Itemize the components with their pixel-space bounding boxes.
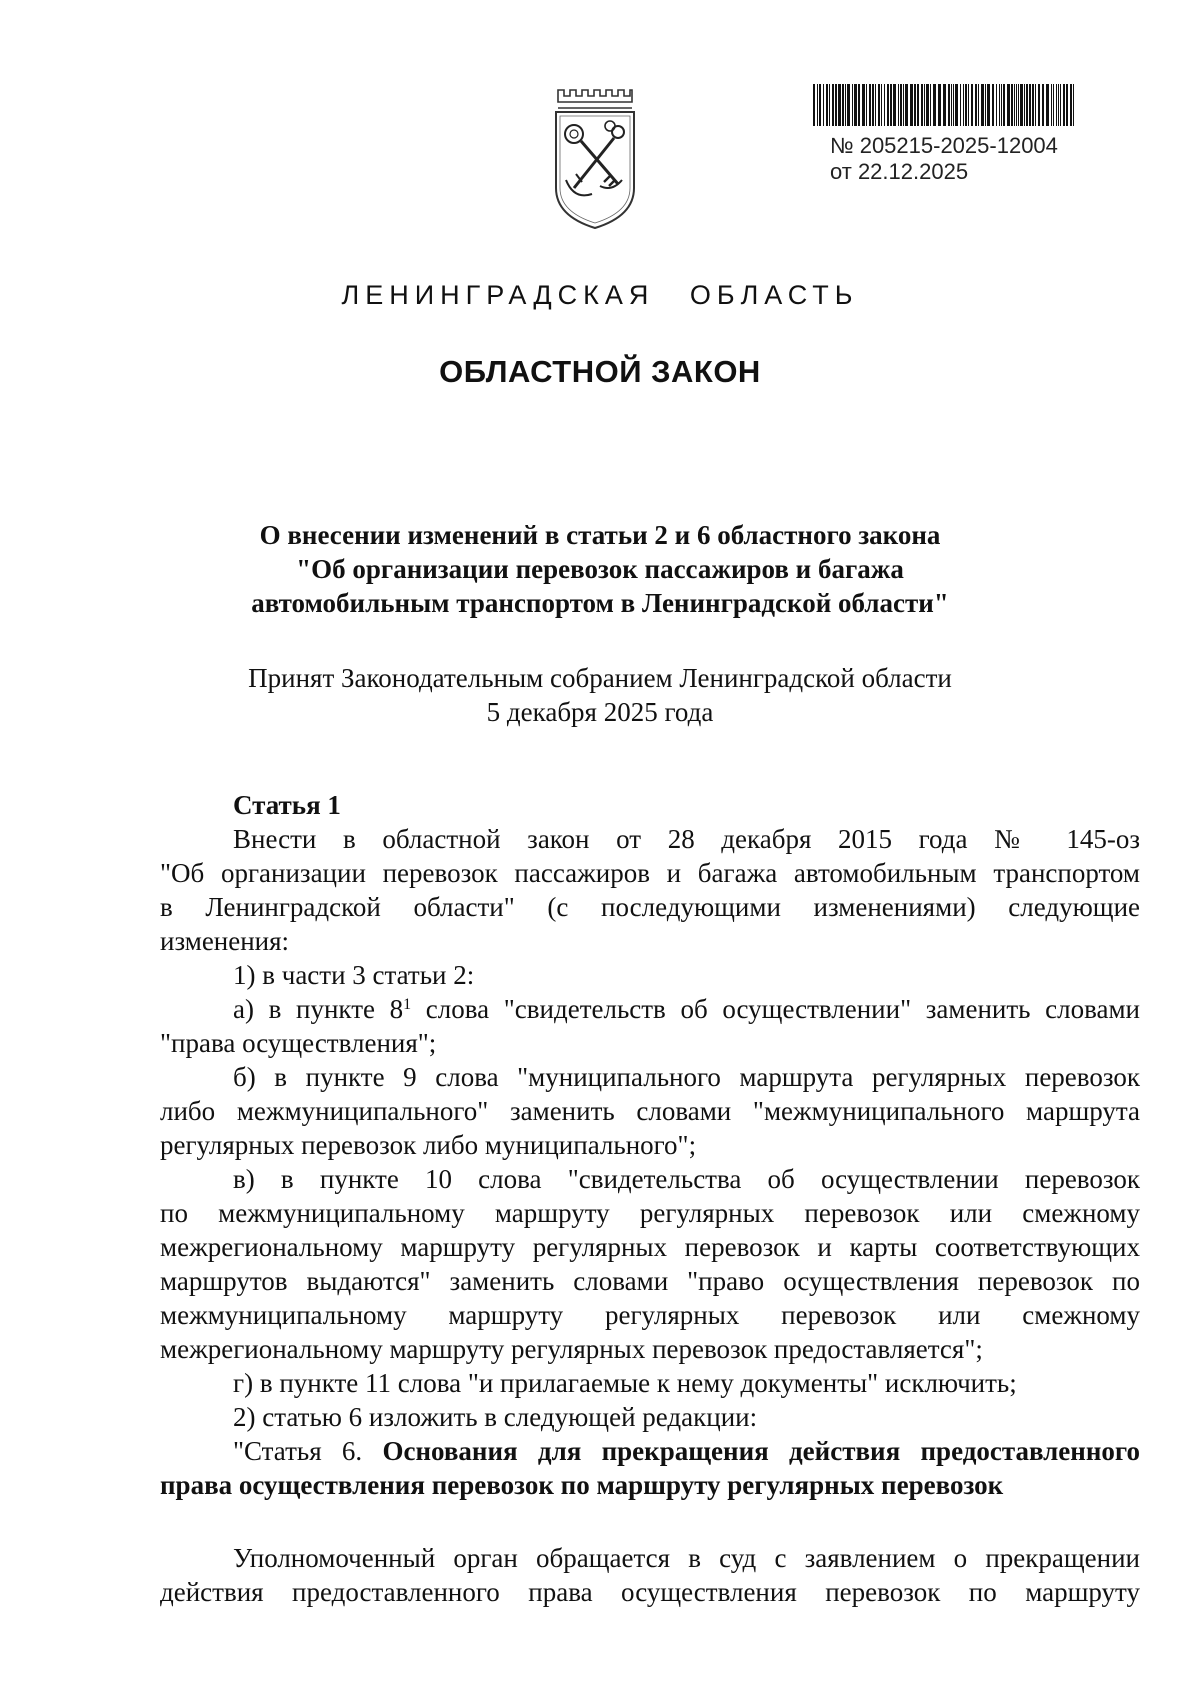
barcode-bar bbox=[1032, 84, 1034, 126]
adoption-date: 5 декабря 2025 года bbox=[486, 697, 714, 727]
paragraph-line: в Ленинградской области" (с последующими изменениями) следующие bbox=[160, 892, 1140, 922]
list-item: в) в пункте 10 слова "свидетельства об осуществлении перевозок bbox=[233, 1164, 1140, 1194]
barcode-bar bbox=[893, 84, 896, 126]
barcode-bar bbox=[813, 84, 815, 126]
barcode-bar bbox=[884, 84, 885, 126]
barcode-bar bbox=[852, 84, 853, 126]
article-heading: Статья 1 bbox=[233, 790, 341, 820]
barcode-bar bbox=[968, 84, 969, 126]
registration-number: № 205215-2025-12004 bbox=[830, 133, 1058, 158]
adoption-note bbox=[160, 661, 1040, 729]
barcode-bar bbox=[1020, 84, 1023, 126]
barcode-bar bbox=[900, 84, 902, 126]
list-item: г) в пункте 11 слова "и прилагаемые к нему документы" исключить; bbox=[233, 1368, 1017, 1398]
barcode-bar bbox=[826, 84, 828, 126]
barcode-bar bbox=[960, 84, 961, 126]
barcode-bar bbox=[845, 84, 846, 126]
barcode-bar bbox=[930, 84, 931, 126]
barcode-bar bbox=[1026, 84, 1028, 126]
barcode-bar bbox=[1042, 84, 1044, 126]
barcode-bar bbox=[1003, 84, 1005, 126]
barcode-bar bbox=[1011, 84, 1013, 126]
barcode-bar bbox=[926, 84, 929, 126]
paragraph-line: "Об организации перевозок пассажиров и багажа автомобильным транспортом bbox=[160, 858, 1140, 888]
article-body bbox=[160, 822, 1140, 1502]
region-name: ЛЕНИНГРАДСКАЯ ОБЛАСТЬ bbox=[341, 280, 859, 310]
barcode-bar bbox=[862, 84, 865, 126]
article6-text bbox=[160, 1541, 1140, 1609]
barcode-bar bbox=[987, 84, 990, 126]
barcode-bar bbox=[914, 84, 916, 126]
barcode-bar bbox=[1056, 84, 1057, 126]
barcode-bar bbox=[951, 84, 952, 126]
barcode-bar bbox=[858, 84, 860, 126]
article6-heading-line: права осуществления перевозок по маршруту регулярных перевозок bbox=[160, 1470, 1004, 1500]
law-title bbox=[160, 518, 1040, 620]
barcode-bar bbox=[1058, 84, 1059, 126]
barcode-bar bbox=[943, 84, 946, 126]
barcode-bar bbox=[881, 84, 882, 126]
barcode-bar bbox=[1016, 84, 1017, 126]
barcode-bar bbox=[817, 84, 818, 126]
barcode-bar bbox=[872, 84, 874, 126]
barcode-bar bbox=[1073, 84, 1074, 126]
barcode-bar bbox=[933, 84, 936, 126]
barcode-bar bbox=[1046, 84, 1049, 126]
barcode-bar bbox=[963, 84, 964, 126]
adoption-line: Принят Законодательным собранием Ленинградской области bbox=[248, 663, 952, 693]
barcode-bar bbox=[1066, 84, 1068, 126]
paragraph-line: межмуниципальному маршруту регулярных перевозок или смежному bbox=[160, 1300, 1140, 1330]
registration-date: от 22.12.2025 bbox=[830, 159, 969, 184]
barcode-bar bbox=[1001, 84, 1002, 126]
barcode-bar bbox=[838, 84, 841, 126]
barcode-bar bbox=[1060, 84, 1061, 126]
barcode-bar bbox=[1007, 84, 1010, 126]
paragraph-line: маршрутов выдаются" заменить словами "право осуществления перевозок по bbox=[160, 1266, 1140, 1296]
barcode-bar bbox=[842, 84, 844, 126]
paragraph-line: действия предоставленного права осуществления перевозок по маршруту bbox=[160, 1577, 1140, 1607]
barcode-bar bbox=[875, 84, 876, 126]
paragraph-line: регулярных перевозок либо муниципального"; bbox=[160, 1130, 697, 1160]
paragraph-line: по межмуниципальному маршруту регулярных перевозок или смежному bbox=[160, 1198, 1140, 1228]
barcode-bar bbox=[971, 84, 973, 126]
paragraph-line: изменения: bbox=[160, 926, 290, 956]
barcode-bar bbox=[1024, 84, 1025, 126]
paragraph-line: либо межмуниципального" заменить словами "межмуниципального маршрута bbox=[160, 1096, 1140, 1126]
barcode-bar bbox=[878, 84, 880, 126]
barcode-bar bbox=[955, 84, 958, 126]
barcode-bar bbox=[981, 84, 984, 126]
barcode-bar bbox=[832, 84, 834, 126]
barcode-bar bbox=[948, 84, 950, 126]
barcode-bar bbox=[829, 84, 830, 126]
barcode-bar bbox=[905, 84, 908, 126]
barcode-bar bbox=[953, 84, 954, 126]
barcode-bar bbox=[823, 84, 824, 126]
barcode-bar bbox=[921, 84, 923, 126]
barcode-bar bbox=[999, 84, 1000, 126]
law-title-line: "Об организации перевозок пассажиров и багажа bbox=[296, 554, 904, 584]
barcode-bar bbox=[819, 84, 821, 126]
barcode-bar bbox=[985, 84, 986, 126]
barcode-bar bbox=[903, 84, 904, 126]
barcode-bar bbox=[1038, 84, 1040, 126]
barcode-bar bbox=[975, 84, 977, 126]
barcode-bar bbox=[887, 84, 889, 126]
barcode-bar bbox=[869, 84, 871, 126]
barcode-bar bbox=[866, 84, 867, 126]
barcode-bar bbox=[910, 84, 913, 126]
barcode-bar bbox=[1070, 84, 1072, 126]
barcode-bar bbox=[1014, 84, 1015, 126]
barcode-bar bbox=[854, 84, 857, 126]
barcode-bar bbox=[835, 84, 837, 126]
barcode-bar bbox=[996, 84, 997, 126]
barcode-bar bbox=[938, 84, 941, 126]
barcode-bar bbox=[847, 84, 850, 126]
paragraph-line: Внести в областной закон от 28 декабря 2015 года № 145-оз bbox=[233, 824, 1140, 854]
list-item: 2) статью 6 изложить в следующей редакции: bbox=[233, 1402, 758, 1432]
barcode-bar bbox=[917, 84, 919, 126]
barcode-bar bbox=[1053, 84, 1054, 126]
barcode-bar bbox=[1063, 84, 1065, 126]
barcode-bar bbox=[992, 84, 994, 126]
barcode-bar bbox=[924, 84, 925, 126]
document-barcode bbox=[813, 84, 1075, 126]
barcode-bar bbox=[965, 84, 967, 126]
law-title-line: автомобильным транспортом в Ленинградской области" bbox=[251, 588, 949, 618]
barcode-bar bbox=[890, 84, 892, 126]
list-item: б) в пункте 9 слова "муниципального маршрута регулярных перевозок bbox=[233, 1062, 1140, 1092]
paragraph-line: Уполномоченный орган обращается в суд с заявлением о прекращении bbox=[233, 1543, 1140, 1573]
list-item: 1) в части 3 статьи 2: bbox=[233, 960, 475, 990]
paragraph-line: "права осуществления"; bbox=[160, 1028, 437, 1058]
leningrad-oblast-coat-of-arms-icon bbox=[552, 88, 638, 234]
paragraph-line: межрегиональному маршруту регулярных перевозок предоставляется"; bbox=[160, 1334, 983, 1364]
barcode-bar bbox=[1035, 84, 1036, 126]
law-title-line: О внесении изменений в статьи 2 и 6 областного закона bbox=[259, 520, 941, 550]
document-type: ОБЛАСТНОЙ ЗАКОН bbox=[439, 354, 761, 389]
list-item: а) в пункте $8^1$ слова "свидетельств об осуществлении" заменить словами bbox=[233, 994, 1141, 1024]
barcode-bar bbox=[1018, 84, 1019, 126]
barcode-bar bbox=[1051, 84, 1052, 126]
paragraph-line: межрегиональному маршруту регулярных перевозок и карты соответствующих bbox=[160, 1232, 1140, 1262]
barcode-bar bbox=[1029, 84, 1031, 126]
barcode-bar bbox=[978, 84, 979, 126]
article6-heading: "Статья 6. Основания для прекращения действия предоставленного bbox=[233, 1436, 1140, 1466]
barcode-bar bbox=[898, 84, 899, 126]
